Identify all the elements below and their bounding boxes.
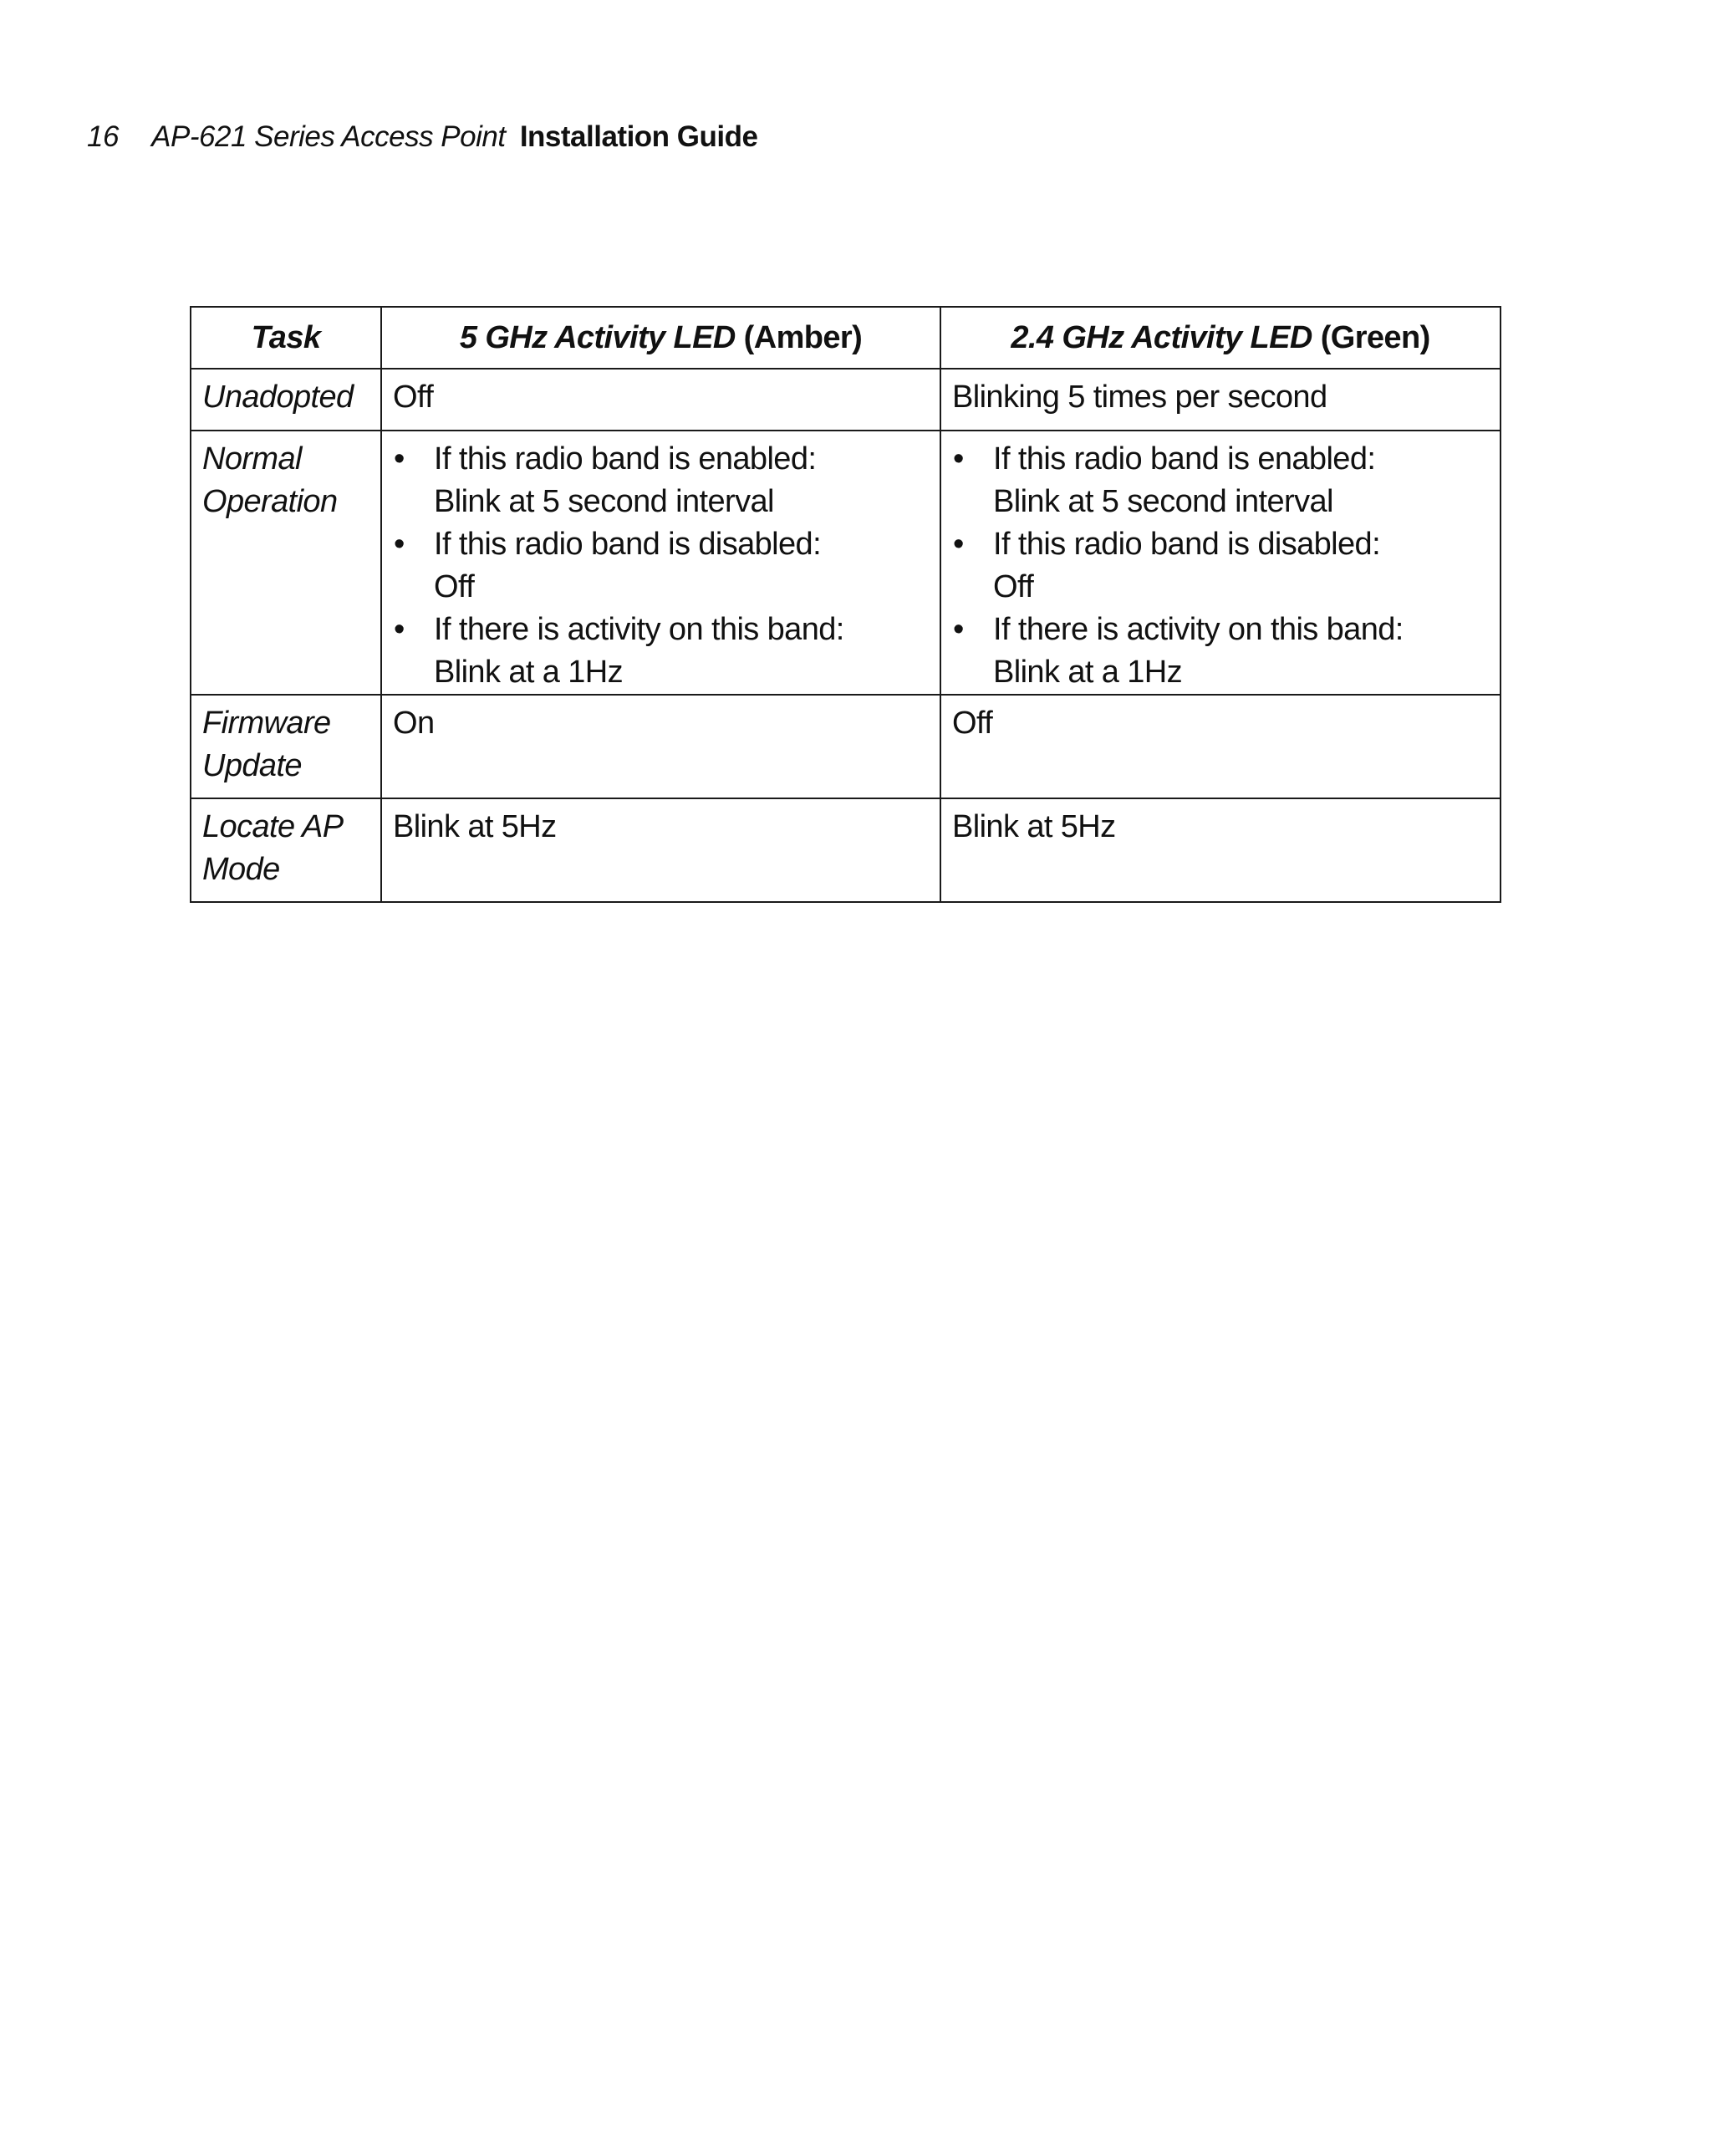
bullet-icon: • [953,612,964,647]
led-24ghz-cell [940,431,1501,695]
condition-text: If this radio band is disabled: [434,527,822,562]
table-row [191,431,1501,695]
bullet-icon: • [394,441,405,477]
behavior-text: Blink at a 1Hz [993,655,1183,690]
page-number: 16 [87,120,119,153]
table-header-row [191,307,1501,369]
led-5ghz-cell: Off [381,369,940,431]
task-cell: Normal Operation [191,431,381,695]
behavior-text: Blink at 5 second interval [434,484,774,519]
behavior-text: Blink at a 1Hz [434,655,624,690]
behavior-text: Off [434,569,475,604]
bullet-icon: • [394,612,405,647]
header-5ghz-color: (Amber) [743,319,863,355]
condition-text: If this radio band is disabled: [993,527,1381,562]
header-task-label: Task [251,319,321,355]
led-5ghz-cell: Blink at 5Hz [381,798,940,902]
led-24ghz-cell: Off [940,695,1501,798]
header-24ghz-label: 2.4 GHz Activity LED [1011,319,1312,355]
header-5ghz-label: 5 GHz Activity LED [459,319,736,355]
list-item [952,609,1490,694]
condition-text: If there is activity on this band: [434,612,844,647]
condition-text: If there is activity on this band: [993,612,1404,647]
bullet-list [393,438,930,694]
led-5ghz-cell: On [381,695,940,798]
led-24ghz-cell: Blinking 5 times per second [940,369,1501,431]
list-item [952,523,1490,609]
document-title: Installation Guide [519,120,758,153]
list-item [952,438,1490,523]
header-24ghz-led [940,307,1501,369]
behavior-text: Off [993,569,1034,604]
list-item [393,609,930,694]
behavior-text: Blink at 5 second interval [993,484,1333,519]
running-header [87,117,757,157]
document-series: AP-621 Series Access Point [151,120,506,153]
table-row [191,695,1501,798]
list-item [393,523,930,609]
task-cell: Locate AP Mode [191,798,381,902]
condition-text: If this radio band is enabled: [434,441,817,477]
bullet-icon: • [953,441,964,477]
header-24ghz-color: (Green) [1320,319,1430,355]
table-row [191,369,1501,431]
bullet-list [952,438,1490,694]
led-24ghz-cell: Blink at 5Hz [940,798,1501,902]
table-row [191,798,1501,902]
led-5ghz-cell [381,431,940,695]
bullet-icon: • [394,527,405,562]
header-5ghz-led [381,307,940,369]
task-cell: Firmware Update [191,695,381,798]
header-task [191,307,381,369]
list-item [393,438,930,523]
led-status-table [190,306,1501,903]
task-cell: Unadopted [191,369,381,431]
bullet-icon: • [953,527,964,562]
condition-text: If this radio band is enabled: [993,441,1376,477]
